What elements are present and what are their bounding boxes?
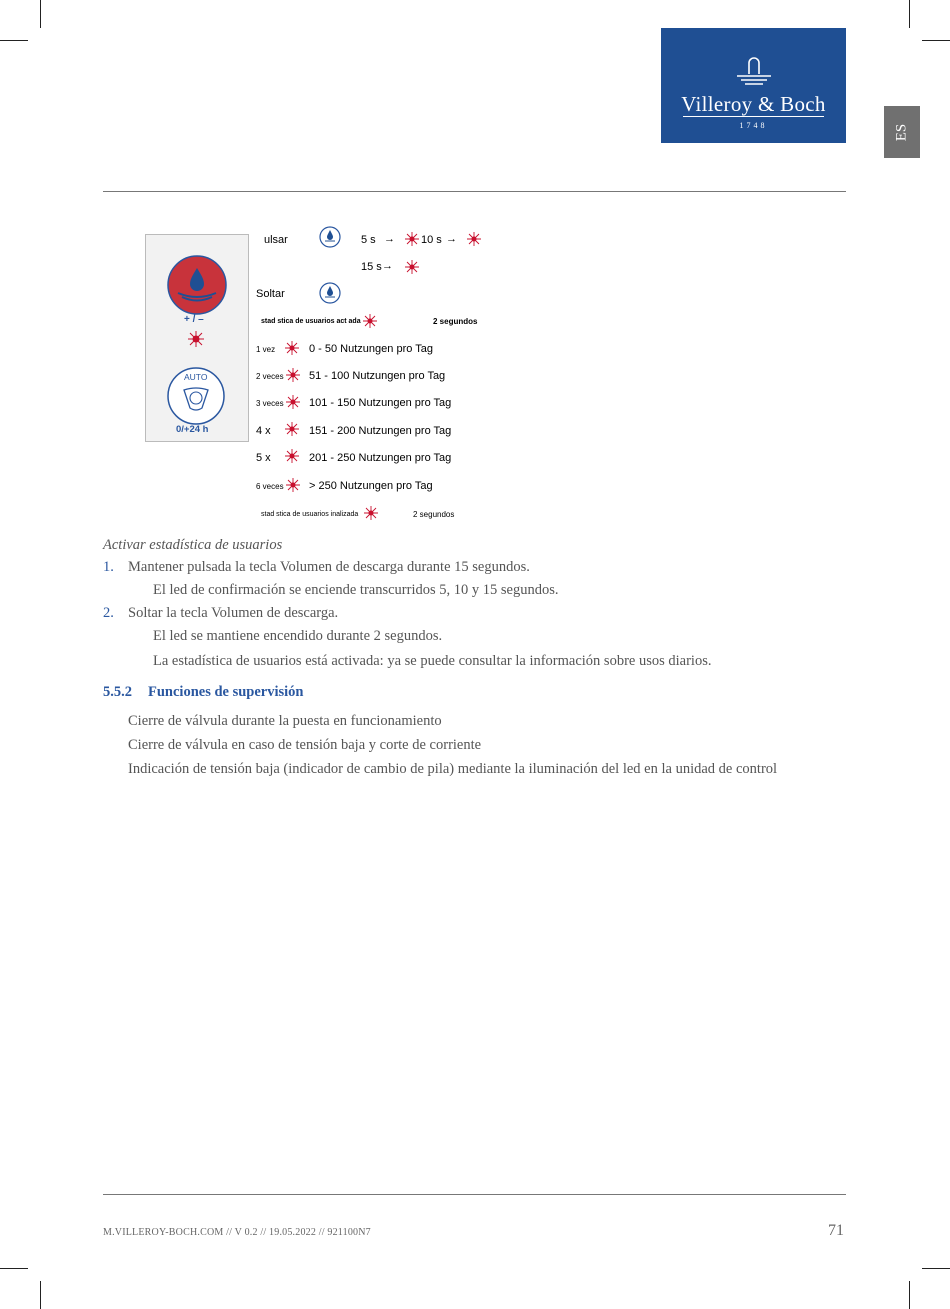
step-text: Mantener pulsada la tecla Volumen de descarga durante 15 segundos. xyxy=(128,559,530,575)
control-panel xyxy=(145,234,249,442)
led-icon xyxy=(188,331,204,347)
range-label: 0 - 50 Nutzungen pro Tag xyxy=(309,343,433,355)
logo-brand: Villeroy & Boch xyxy=(681,92,826,116)
finalized-duration: 2 segundos xyxy=(413,510,455,519)
count-label: 1 vez xyxy=(256,345,276,354)
brand-logo xyxy=(661,28,846,143)
led-icon xyxy=(404,259,420,275)
time-10s-label: 10 s xyxy=(421,234,442,246)
step-text: Soltar la tecla Volumen de descarga. xyxy=(128,605,339,621)
time-15s-label: 15 s xyxy=(361,261,382,273)
list-item: Indicación de tensión baja (indicador de cambio de pila) mediante la iluminación del led en la unidad de control xyxy=(128,761,778,777)
activated-label: stad stica de usuarios act ada xyxy=(261,318,361,325)
count-label: 3 veces xyxy=(256,399,284,408)
count-label: 4 x xyxy=(256,425,271,437)
press-label: ulsar xyxy=(264,234,288,246)
time-5s-label: 5 s xyxy=(361,234,376,246)
step-result: La estadística de usuarios está activada: ya se puede consultar la información sobre usos diarios. xyxy=(153,653,712,669)
crop-mark xyxy=(0,1268,28,1269)
finalized-label: stad stica de usuarios inalizada xyxy=(261,511,359,518)
subheading: Activar estadística de usuarios xyxy=(103,537,283,553)
step-result: El led se mantiene encendido durante 2 segundos. xyxy=(153,628,443,644)
section-title: Funciones de supervisión xyxy=(148,684,304,700)
crop-mark xyxy=(0,40,28,41)
count-label: 5 x xyxy=(256,452,271,464)
led-icon xyxy=(285,394,301,410)
led-icon xyxy=(404,231,420,247)
arrow-icon: → xyxy=(446,233,457,245)
timer-label: 0/+24 h xyxy=(176,424,209,435)
led-icon xyxy=(285,367,301,383)
footer-rule xyxy=(103,1194,846,1195)
flush-key-icon xyxy=(319,282,341,304)
section-number: 5.5.2 xyxy=(103,684,132,700)
range-label: 101 - 150 Nutzungen pro Tag xyxy=(309,397,452,409)
count-label: 2 veces xyxy=(256,372,284,381)
crop-mark xyxy=(40,1281,41,1309)
range-label: > 250 Nutzungen pro Tag xyxy=(309,480,433,492)
range-label: 51 - 100 Nutzungen pro Tag xyxy=(309,370,446,382)
list-item: Cierre de válvula durante la puesta en funcionamiento xyxy=(128,713,442,729)
flush-button-icon xyxy=(166,254,228,316)
range-label: 201 - 250 Nutzungen pro Tag xyxy=(309,452,452,464)
crop-mark xyxy=(909,0,910,28)
led-icon xyxy=(285,477,301,493)
count-label: 6 veces xyxy=(256,482,284,491)
auto-label: AUTO xyxy=(184,372,208,382)
led-icon xyxy=(284,340,300,356)
language-tab-label: ES xyxy=(893,123,910,142)
washbasin-icon xyxy=(733,54,775,88)
plus-minus-label: + / – xyxy=(184,314,204,325)
language-tab xyxy=(884,106,920,158)
release-label: Soltar xyxy=(256,288,285,300)
logo-underline xyxy=(683,116,824,117)
crop-mark xyxy=(922,40,950,41)
led-icon xyxy=(284,448,300,464)
flush-key-icon xyxy=(319,226,341,248)
led-icon xyxy=(466,231,482,247)
arrow-icon: → xyxy=(384,233,395,245)
led-icon xyxy=(363,505,379,521)
list-item: Cierre de válvula en caso de tensión baja y corte de corriente xyxy=(128,737,482,753)
header-rule xyxy=(103,191,846,192)
led-icon xyxy=(284,421,300,437)
crop-mark xyxy=(909,1281,910,1309)
crop-mark xyxy=(922,1268,950,1269)
crop-mark xyxy=(40,0,41,28)
led-icon xyxy=(362,313,378,329)
step-number: 2. xyxy=(103,605,114,621)
footer-text: M.VILLEROY-BOCH.COM // V 0.2 // 19.05.2022 // 921100N7 xyxy=(103,1227,371,1238)
activated-duration: 2 segundos xyxy=(433,317,478,326)
logo-year: 1748 xyxy=(739,121,768,130)
step-number: 1. xyxy=(103,559,114,575)
range-label: 151 - 200 Nutzungen pro Tag xyxy=(309,425,452,437)
page-number: 71 xyxy=(828,1222,844,1239)
arrow-icon: → xyxy=(382,260,393,272)
step-result: El led de confirmación se enciende transcurridos 5, 10 y 15 segundos. xyxy=(153,582,559,598)
